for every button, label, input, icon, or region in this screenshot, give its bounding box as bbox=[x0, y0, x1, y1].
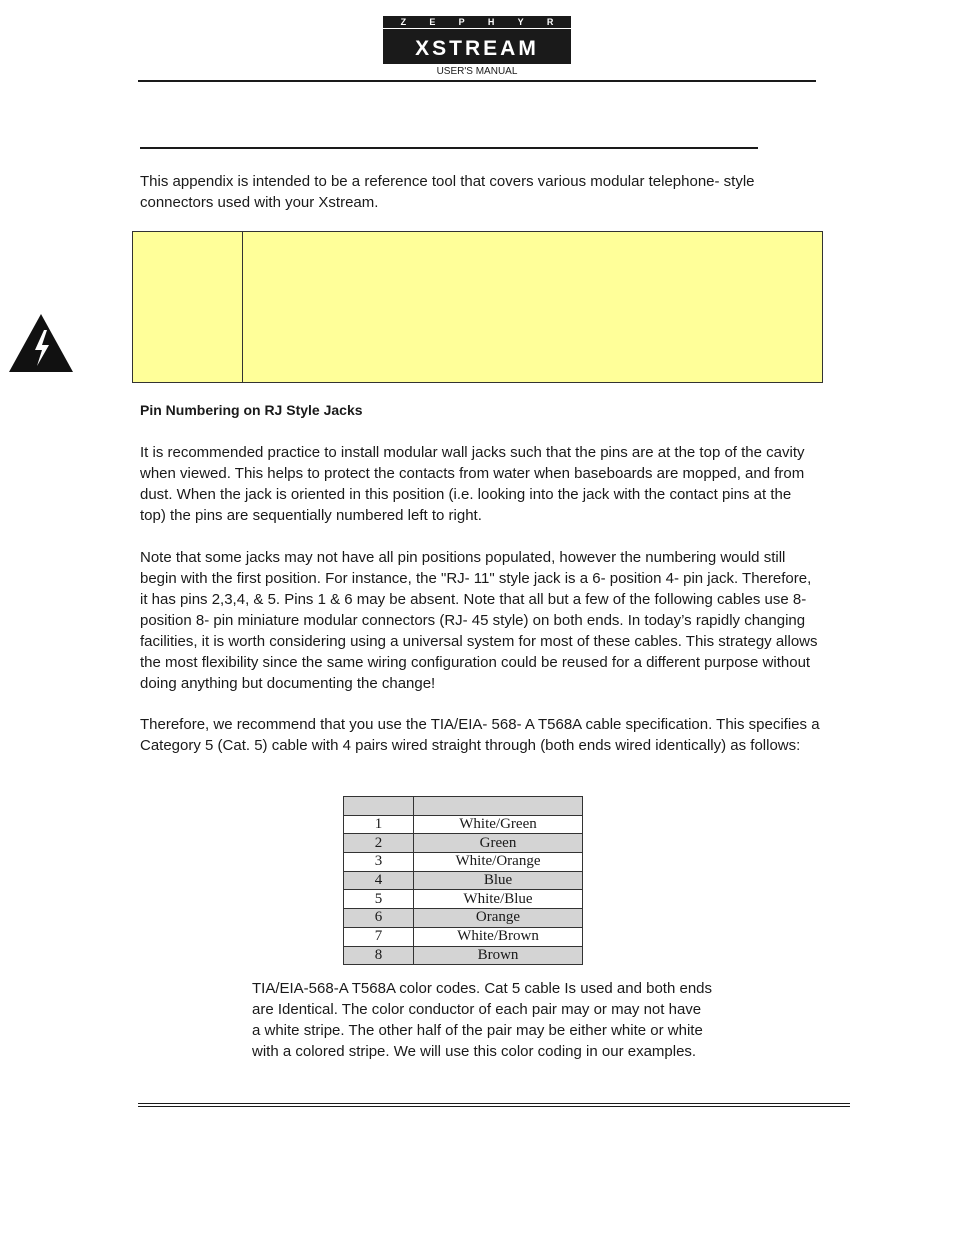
paragraph-2 bbox=[140, 547, 820, 694]
wire-color: Brown bbox=[414, 946, 583, 965]
logo-zephyr-letters bbox=[383, 16, 571, 29]
table-row bbox=[344, 946, 583, 965]
logo-letter: H bbox=[487, 17, 495, 27]
intro-text: This appendix is intended to be a reference tool that covers various modular telephone- style connectors used with your Xstream. bbox=[140, 173, 755, 211]
pin-color-table bbox=[343, 796, 583, 965]
intro-paragraph bbox=[140, 171, 820, 213]
logo-letter: Y bbox=[517, 17, 524, 27]
pin-number: 8 bbox=[344, 946, 414, 965]
pin-number: 6 bbox=[344, 909, 414, 928]
paragraph-text: Note that some jacks may not have all pin positions populated, however the numbering would still begin with the first position. For instance, the "RJ- 11" style jack is a 6- position 4- pin jack. Therefore, it has pins 2,3,4, & 5. Pins 1 & 6 may be absent. Note that all but a few of the following cables use 8- position 8- pin miniature modular connectors (RJ- 45 style) on both ends. In today’s rapidly changing facilities, it is worth considering using a universal system for most of these cables. This strategy allows the most flexibility since the same wiring configuration could be reused for a different purpose without doing anything but documenting the change! bbox=[140, 549, 818, 692]
table-row bbox=[344, 834, 583, 853]
paragraph-1 bbox=[140, 442, 820, 526]
table-row bbox=[344, 890, 583, 909]
logo-letter: Z bbox=[400, 17, 407, 27]
footer-rule-bottom bbox=[138, 1106, 850, 1107]
logo-letter: P bbox=[458, 17, 465, 27]
logo-letter: E bbox=[429, 17, 436, 27]
table-row bbox=[344, 871, 583, 890]
table-row bbox=[344, 909, 583, 928]
warning-icon-cell bbox=[133, 232, 243, 382]
pin-number: 3 bbox=[344, 853, 414, 872]
logo-xstream-text: XSTREAM bbox=[415, 37, 539, 60]
wire-color: Green bbox=[414, 834, 583, 853]
wire-color: White/Brown bbox=[414, 927, 583, 946]
warning-box bbox=[132, 231, 823, 383]
wire-color: White/Green bbox=[414, 815, 583, 834]
xstream-logo bbox=[383, 16, 571, 64]
wire-color: Blue bbox=[414, 871, 583, 890]
high-voltage-warning-icon bbox=[7, 312, 75, 374]
pin-number: 4 bbox=[344, 871, 414, 890]
wire-color: White/Blue bbox=[414, 890, 583, 909]
table-row bbox=[344, 927, 583, 946]
table-header-row bbox=[344, 797, 583, 816]
footer-rule-top bbox=[138, 1103, 850, 1104]
section-heading: Pin Numbering on RJ Style Jacks bbox=[140, 402, 363, 418]
table-row bbox=[344, 815, 583, 834]
header-color bbox=[414, 797, 583, 816]
logo-letter: R bbox=[546, 17, 554, 27]
table-row bbox=[344, 853, 583, 872]
wire-color: Orange bbox=[414, 909, 583, 928]
header-pin bbox=[344, 797, 414, 816]
pin-number: 5 bbox=[344, 890, 414, 909]
header-rule bbox=[138, 80, 816, 82]
wire-color: White/Orange bbox=[414, 853, 583, 872]
paragraph-text: It is recommended practice to install modular wall jacks such that the pins are at the top of the cavity when viewed. This helps to protect the contacts from water when baseboards are mopped, and from dust. When the jack is oriented in this position (i.e. looking into the jack with the contact pins at the top) the pins are sequentially numbered left to right. bbox=[140, 444, 805, 524]
warning-text-cell bbox=[243, 232, 822, 382]
pin-number: 7 bbox=[344, 927, 414, 946]
paragraph-text: Therefore, we recommend that you use the TIA/EIA- 568- A T568A cable specification. This specifies a Category 5 (Cat. 5) cable with 4 pairs wired straight through (both ends wired identically) as follows: bbox=[140, 716, 820, 754]
paragraph-3 bbox=[140, 714, 820, 756]
pin-number: 2 bbox=[344, 834, 414, 853]
table-caption: TIA/EIA-568-A T568A color codes. Cat 5 cable Is used and both ends are Identical. The color conductor of each pair may or may not have a white stripe. The other half of the pair may be either white or white with a colored stripe. We will use this color coding in our examples. bbox=[252, 980, 713, 1060]
logo-subtitle: USER'S MANUAL bbox=[436, 66, 518, 77]
section-title-rule bbox=[140, 147, 758, 149]
pin-number: 1 bbox=[344, 815, 414, 834]
